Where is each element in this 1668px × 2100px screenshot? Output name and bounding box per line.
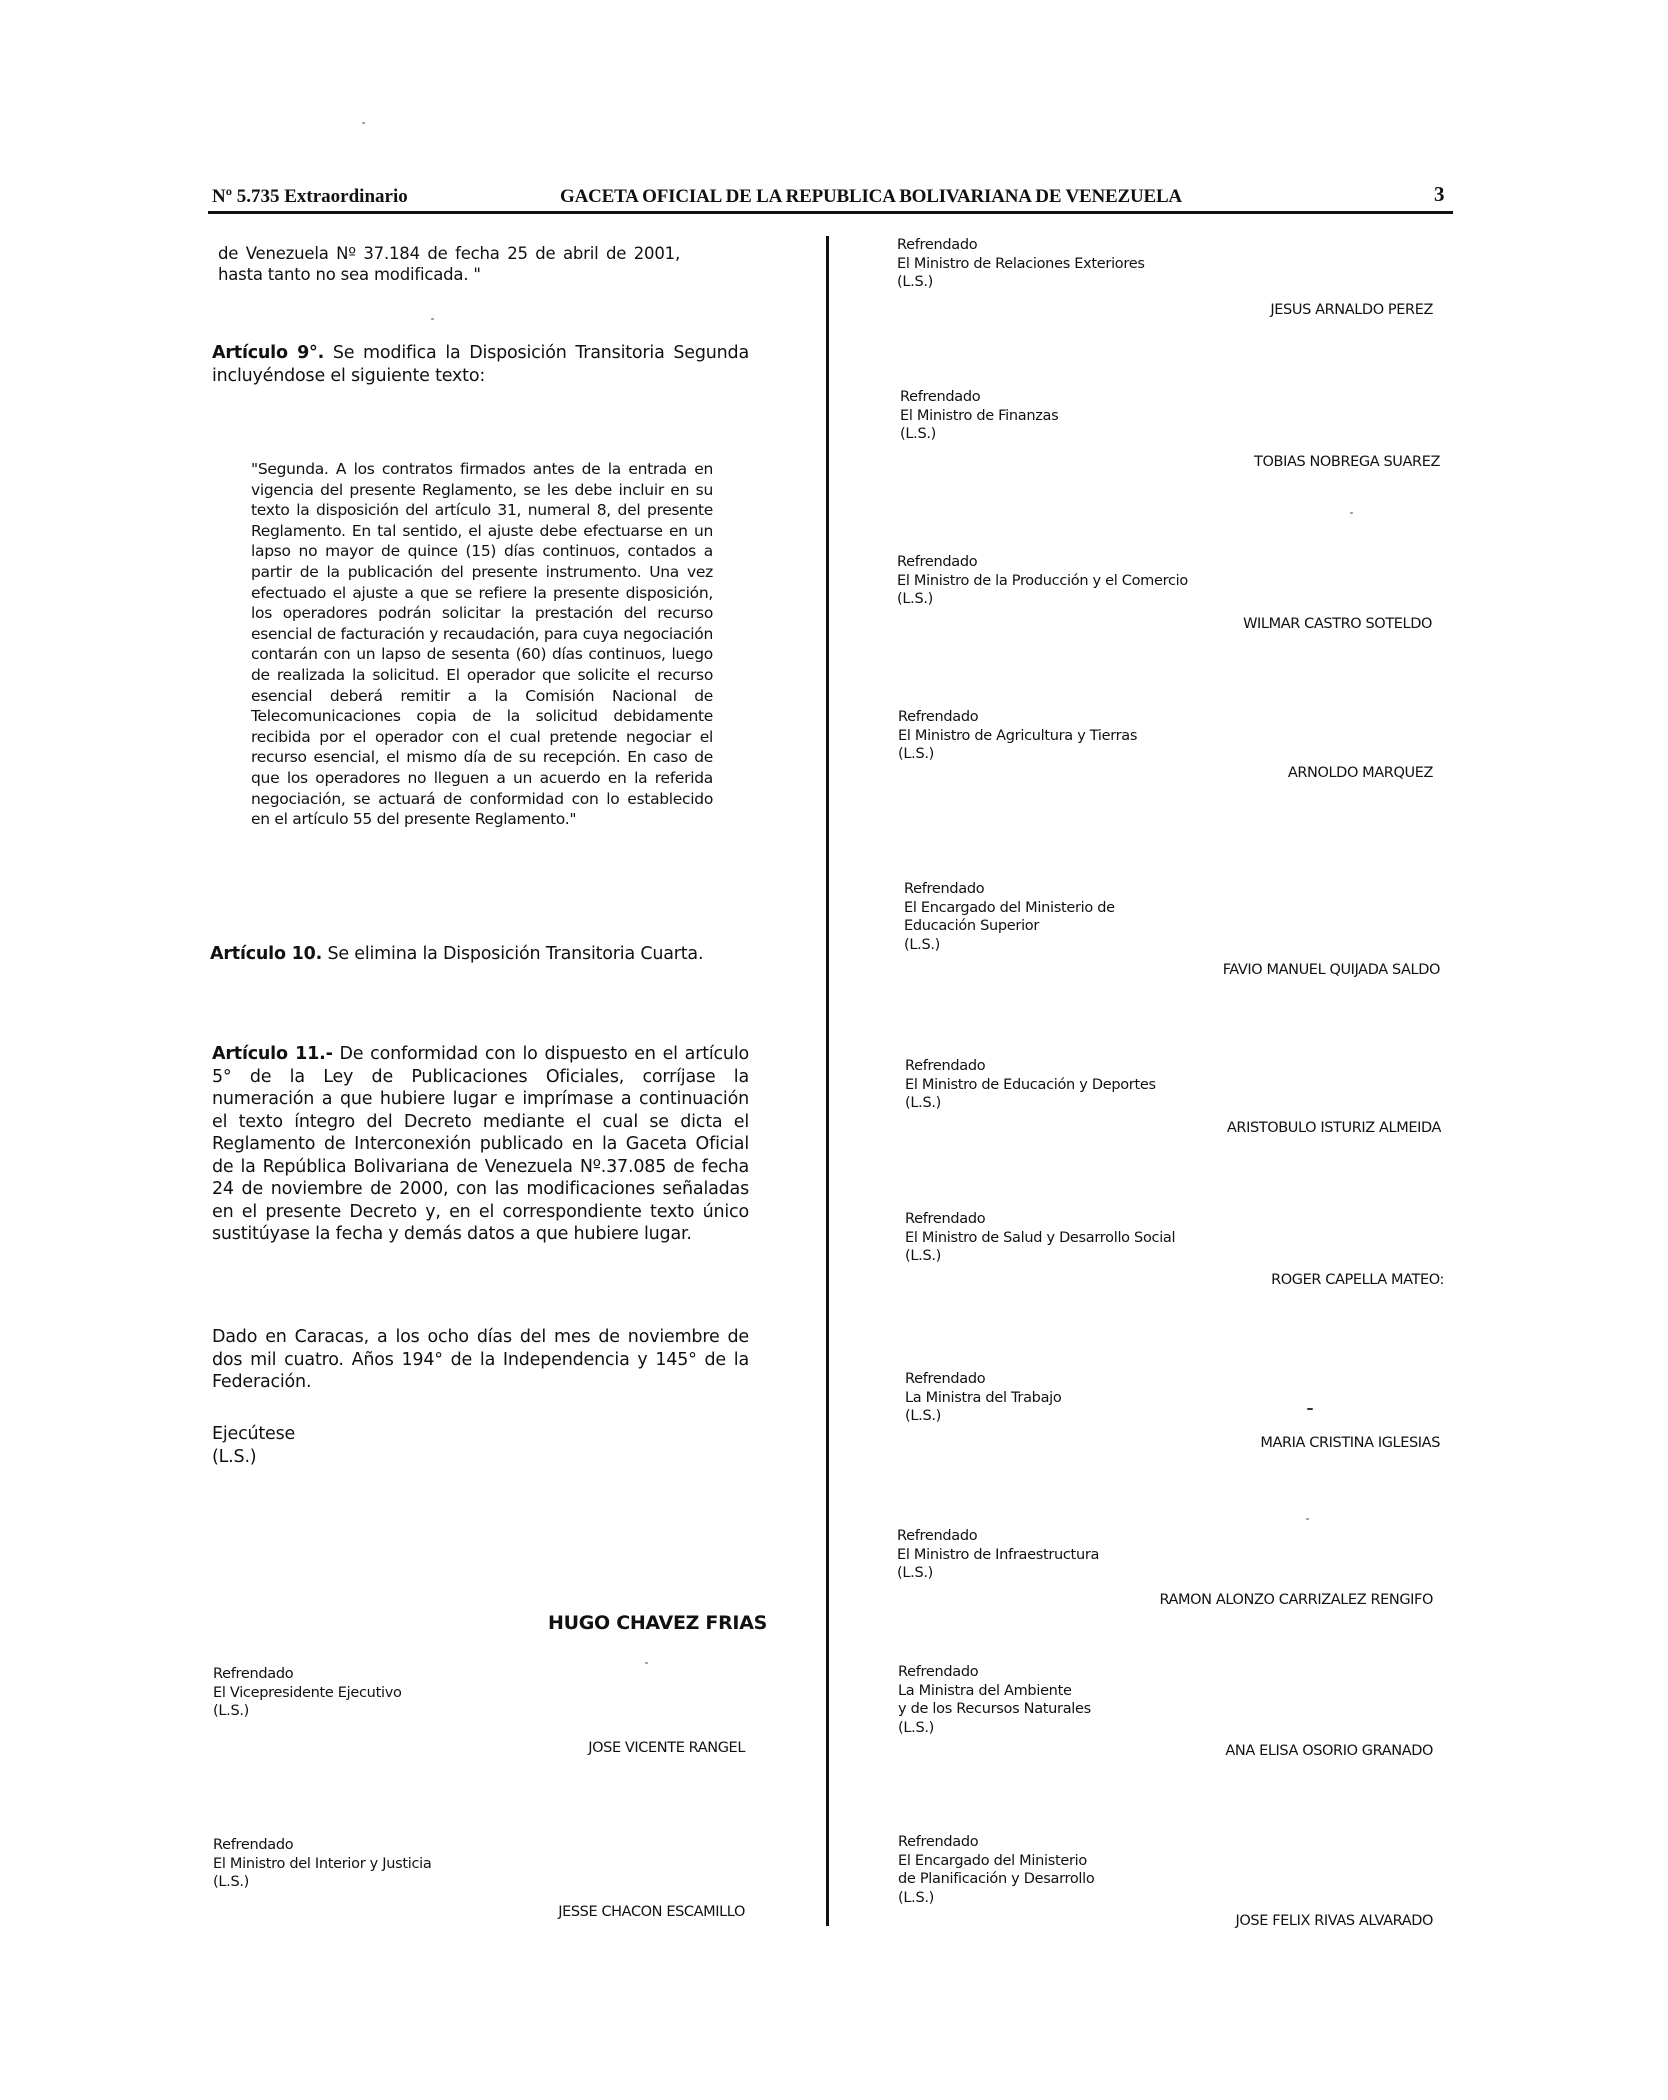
refrendado-label: Refrendado bbox=[897, 1528, 978, 1544]
refrendado-label: Refrendado bbox=[898, 1664, 979, 1680]
minister-name: JOSE VICENTE RANGEL bbox=[588, 1740, 745, 1756]
refrendado-label: Refrendado bbox=[905, 1058, 986, 1074]
ejecutese: Ejecútese bbox=[212, 1424, 296, 1444]
refrendado-block bbox=[897, 1527, 1099, 1583]
ls-seal: (L.S.) bbox=[212, 1447, 257, 1467]
ls-seal: (L.S.) bbox=[897, 1565, 934, 1581]
scan-speck bbox=[1350, 512, 1353, 514]
refrendado-block bbox=[905, 1057, 1156, 1113]
article-10-label: Artículo 10. bbox=[210, 944, 323, 964]
refrendado-label: Refrendado bbox=[213, 1837, 294, 1853]
scan-speck bbox=[431, 318, 434, 320]
ls-seal: (L.S.) bbox=[897, 274, 934, 290]
ls-seal: (L.S.) bbox=[904, 936, 941, 953]
minister-role: El Vicepresidente Ejecutivo bbox=[213, 1684, 402, 1701]
minister-name: JESSE CHACON ESCAMILLO bbox=[558, 1904, 745, 1920]
scan-speck bbox=[645, 1662, 648, 1664]
column-divider bbox=[826, 236, 829, 1926]
minister-name: ARNOLDO MARQUEZ bbox=[1287, 765, 1433, 781]
minister-name: MARIA CRISTINA IGLESIAS bbox=[1260, 1435, 1440, 1451]
minister-role: El Ministro del Interior y Justicia bbox=[213, 1855, 432, 1872]
minister-role: El Encargado del Ministerio de bbox=[904, 899, 1115, 916]
refrendado-label: Refrendado bbox=[897, 237, 978, 253]
article-9-text: Se modifica la Disposición Transitoria Segunda incluyéndose el siguiente texto: bbox=[212, 343, 749, 386]
refrendado-label: Refrendado bbox=[900, 389, 981, 405]
refrendado-block bbox=[904, 880, 1115, 954]
refrendado-label: Refrendado bbox=[898, 1834, 979, 1850]
page-number: 3 bbox=[1434, 182, 1445, 206]
minister-role: El Ministro de Agricultura y Tierras bbox=[898, 727, 1138, 744]
scan-speck bbox=[1307, 1408, 1313, 1410]
ls-seal: (L.S.) bbox=[905, 1408, 942, 1424]
refrendado-label: Refrendado bbox=[213, 1666, 294, 1682]
refrendado-block bbox=[898, 1833, 1094, 1907]
minister-role: El Ministro de Educación y Deportes bbox=[905, 1076, 1156, 1093]
ls-seal: (L.S.) bbox=[905, 1095, 942, 1111]
refrendado-label: Refrendado bbox=[897, 554, 978, 570]
refrendado-block bbox=[897, 236, 1145, 292]
article-11-label: Artículo 11.- bbox=[212, 1044, 333, 1064]
minister-name: ANA ELISA OSORIO GRANADO bbox=[1225, 1743, 1433, 1759]
minister-role: El Ministro de la Producción y el Comercio bbox=[897, 572, 1188, 589]
ls-seal: (L.S.) bbox=[898, 746, 935, 762]
article-11-text: De conformidad con lo dispuesto en el artículo 5° de la Ley de Publicaciones Oficiales, corríjase la numeración a que hubiere lugar e imprímase a continuación el texto íntegro del Decreto mediante el cual se dicta el Reglamento de Interconexión publicado en la Gaceta Oficial de la República Bolivariana de Venezuela Nº.37.085 de fecha 24 de noviembre de 2000, con las modificaciones señaladas en el presente Decreto y, en el correspondiente texto único sustitúyase la fecha y demás datos a que hubiere lugar. bbox=[212, 1044, 749, 1244]
minister-role: La Ministra del Ambiente bbox=[898, 1682, 1072, 1699]
article-9-label: Artículo 9°. bbox=[212, 343, 325, 363]
minister-role: y de los Recursos Naturales bbox=[898, 1701, 1091, 1717]
intro-continuation: de Venezuela Nº 37.184 de fecha 25 de abril de 2001, hasta tanto no sea modificada. " bbox=[218, 244, 680, 284]
ls-seal: (L.S.) bbox=[213, 1874, 250, 1890]
scan-speck bbox=[1306, 1518, 1309, 1520]
article-9 bbox=[212, 342, 749, 387]
minister-role: El Ministro de Infraestructura bbox=[897, 1546, 1100, 1563]
issue-number: Nº 5.735 Extraordinario bbox=[212, 186, 408, 207]
dado-en-caracas: Dado en Caracas, a los ocho días del mes de noviembre de dos mil cuatro. Años 194° de la Independencia y 145° de la Federación. bbox=[212, 1327, 749, 1392]
article-10 bbox=[210, 943, 750, 966]
refrendado-label: Refrendado bbox=[905, 1371, 986, 1387]
minister-name: ARISTOBULO ISTURIZ ALMEIDA bbox=[1226, 1120, 1441, 1136]
minister-role: El Encargado del Ministerio bbox=[898, 1852, 1087, 1869]
refrendado-block bbox=[897, 553, 1188, 609]
minister-name: ROGER CAPELLA MATEO: bbox=[1271, 1272, 1444, 1288]
article-10-text: Se elimina la Disposición Transitoria Cuarta. bbox=[322, 944, 704, 964]
ls-seal: (L.S.) bbox=[898, 1889, 935, 1906]
refrendado-block bbox=[905, 1370, 1061, 1426]
header-rule bbox=[208, 211, 1453, 214]
refrendado-block bbox=[905, 1210, 1175, 1266]
minister-role: El Ministro de Salud y Desarrollo Social bbox=[905, 1229, 1176, 1246]
minister-role: La Ministra del Trabajo bbox=[905, 1389, 1062, 1406]
minister-role: El Ministro de Finanzas bbox=[900, 407, 1059, 424]
ls-seal: (L.S.) bbox=[897, 591, 934, 607]
refrendado-block bbox=[900, 388, 1058, 444]
minister-name: WILMAR CASTRO SOTELDO bbox=[1243, 616, 1432, 632]
refrendado-block bbox=[898, 708, 1137, 764]
minister-name: JOSE FELIX RIVAS ALVARADO bbox=[1235, 1913, 1433, 1929]
minister-role: Educación Superior bbox=[904, 918, 1040, 934]
refrendado-block bbox=[213, 1836, 432, 1892]
refrendado-block bbox=[898, 1663, 1091, 1737]
refrendado-label: Refrendado bbox=[905, 1211, 986, 1227]
ls-seal: (L.S.) bbox=[213, 1703, 250, 1719]
minister-name: RAMON ALONZO CARRIZALEZ RENGIFO bbox=[1159, 1592, 1433, 1608]
gazette-title: GACETA OFICIAL DE LA REPUBLICA BOLIVARIANA DE VENEZUELA bbox=[560, 186, 1182, 207]
ls-seal: (L.S.) bbox=[898, 1719, 935, 1736]
minister-role: de Planificación y Desarrollo bbox=[898, 1871, 1095, 1887]
ls-seal: (L.S.) bbox=[900, 426, 937, 442]
refrendado-label: Refrendado bbox=[904, 881, 985, 897]
minister-name: JESUS ARNALDO PEREZ bbox=[1270, 302, 1433, 318]
minister-role: El Ministro de Relaciones Exteriores bbox=[897, 255, 1145, 272]
ls-seal: (L.S.) bbox=[905, 1248, 942, 1264]
disposicion-segunda-quote: "Segunda. A los contratos firmados antes de la entrada en vigencia del presente Reglamento, se les debe incluir en su texto la disposición del artículo 31, numeral 8, del presente Reglamento. En tal sentido, el ajuste debe efectuarse en un lapso no mayor de quince (15) días continuos, contados a partir de la publicación del presente instrumento. Una vez efectuado el ajuste a que se refiere la presente disposición, los operadores podrán solicitar la prestación del recurso esencial de facturación y recaudación, para cuya negociación contarán con un lapso de sesenta (60) días continuos, luego de realizada la solicitud. El operador que solicite el recurso esencial deberá remitir a la Comisión Nacional de Telecomunicaciones copia de la solicitud debidamente recibida por el operador con el cual pretende negociar el recurso esencial, el mismo día de su recepción. En caso de que los operadores no lleguen a un acuerdo en la referida negociación, se actuará de conformidad con lo establecido en el artículo 55 del presente Reglamento." bbox=[251, 460, 713, 829]
minister-name: TOBIAS NOBREGA SUAREZ bbox=[1254, 454, 1440, 470]
minister-name: FAVIO MANUEL QUIJADA SALDO bbox=[1222, 962, 1440, 978]
article-11 bbox=[212, 1043, 749, 1246]
scan-speck bbox=[362, 122, 365, 124]
president-signature: HUGO CHAVEZ FRIAS bbox=[548, 1612, 767, 1634]
refrendado-block bbox=[213, 1665, 402, 1721]
refrendado-label: Refrendado bbox=[898, 709, 979, 725]
